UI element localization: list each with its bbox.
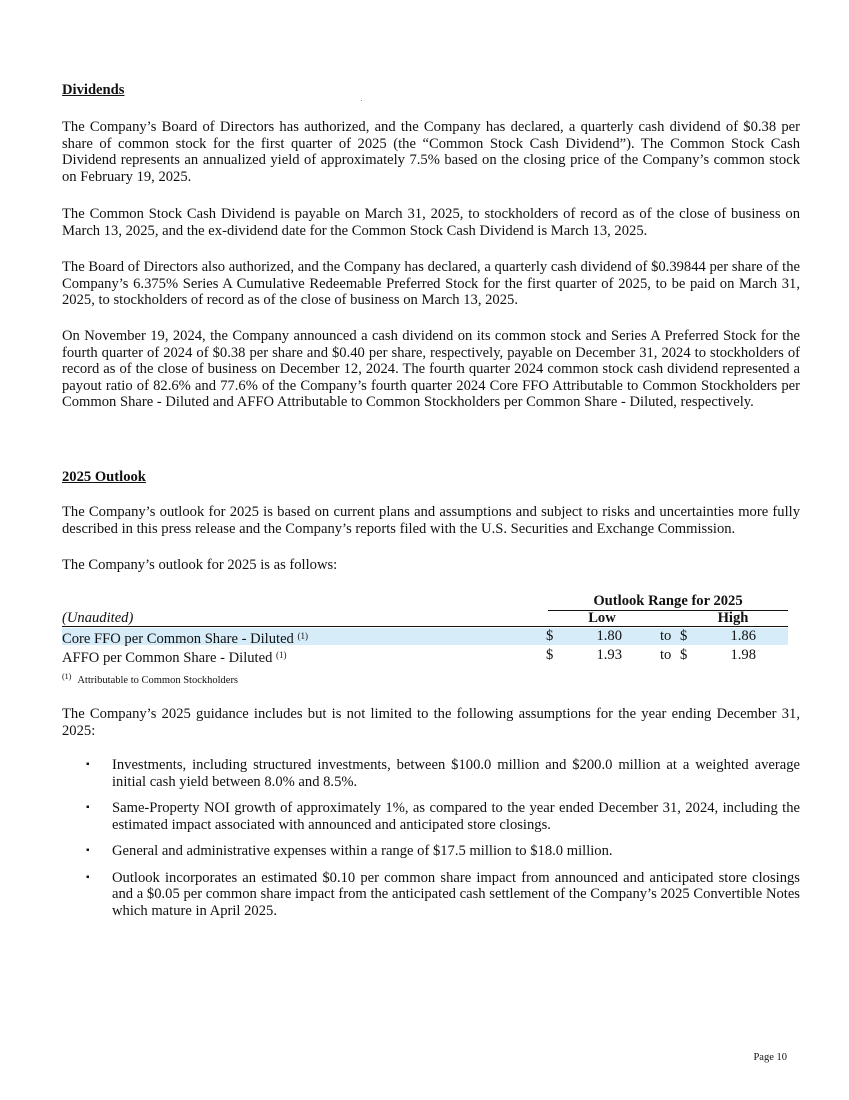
table-footnote	[62, 672, 238, 686]
row-label	[62, 628, 308, 648]
bullet-icon: ▪	[86, 802, 90, 813]
footnote-text: Attributable to Common Stockholders	[77, 675, 239, 686]
high-dollar-sign: $	[680, 647, 688, 663]
assumptions-list	[62, 757, 800, 919]
low-value: 1.93	[596, 647, 622, 663]
high-value: 1.86	[730, 628, 756, 644]
list-item	[62, 757, 800, 790]
dividends-paragraph-2: The Common Stock Cash Dividend is payable on March 31, 2025, to stockholders of record as of the close of business on March 13, 2025, and the ex-dividend date for the Common Stock Cash Dividend is March 13, 2025.	[62, 206, 800, 239]
stray-dot	[361, 100, 362, 101]
dividends-heading: Dividends	[62, 82, 125, 98]
dividends-paragraph-1: The Company’s Board of Directors has authorized, and the Company has declared, a quarterly cash dividend of $0.38 per share of common stock for the first quarter of 2025 (the “Common Stock Cash Dividend”). The Common Stock Cash Dividend represents an annualized yield of approximately 7.5% based on the closing price of the Company’s common stock on February 19, 2025.	[62, 119, 800, 185]
list-item	[62, 870, 800, 920]
list-item	[62, 800, 800, 833]
row-label-text: Core FFO per Common Share - Diluted	[62, 631, 294, 647]
high-column-header: High	[717, 610, 749, 626]
row-label-text: AFFO per Common Share - Diluted	[62, 650, 273, 666]
outlook-paragraph-1: The Company’s outlook for 2025 is based on current plans and assumptions and subject to risks and uncertainties more fully described in this press release and the Company’s reports filed with the U.S. Securities and Exchange Commission.	[62, 504, 800, 537]
high-dollar-sign: $	[680, 628, 688, 644]
row-label	[62, 647, 287, 667]
table-row	[62, 628, 788, 645]
low-column-header: Low	[588, 610, 616, 626]
footnote-ref: (1)	[276, 650, 287, 660]
range-to: to	[660, 647, 672, 663]
list-item-text: Outlook incorporates an estimated $0.10 per common share impact from announced and anticipated store closings and a $0.05 per common share impact from the anticipated cash settlement of the Company’s 2025 Convertible Notes which mature in April 2025.	[112, 869, 800, 919]
range-title: Outlook Range for 2025	[593, 593, 743, 609]
dividends-paragraph-4: On November 19, 2024, the Company announced a cash dividend on its common stock and Series A Preferred Stock for the fourth quarter of 2024 of $0.38 per share and $0.40 per share, respectively, payable on December 31, 2024 to stockholders of record as of the close of business on December 12, 2024. The fourth quarter 2024 common stock cash dividend represented a payout ratio of 82.6% and 77.6% of the Company’s fourth quarter 2024 Core FFO Attributable to Common Stockholders per Common Share - Diluted and AFFO Attributable to Common Stockholders per Common Share - Diluted, respectively.	[62, 328, 800, 410]
bullet-icon: ▪	[86, 845, 90, 856]
bullet-icon: ▪	[86, 871, 90, 883]
unaudited-label: (Unaudited)	[62, 610, 134, 626]
range-to: to	[660, 628, 672, 644]
bullet-icon: ▪	[86, 759, 90, 770]
outlook-heading: 2025 Outlook	[62, 469, 146, 485]
dividends-paragraph-3: The Board of Directors also authorized, and the Company has declared, a quarterly cash dividend of $0.39844 per share of the Company’s 6.375% Series A Cumulative Redeemable Preferred Stock for the first quarter of 2025, to be paid on March 31, 2025, to stockholders of record as of the close of business on March 13, 2025.	[62, 259, 800, 308]
list-item	[62, 843, 800, 860]
outlook-paragraph-2: The Company’s outlook for 2025 is as follows:	[62, 557, 338, 573]
page-number: Page 10	[753, 1052, 787, 1063]
header-rule	[62, 626, 788, 627]
low-value: 1.80	[596, 628, 622, 644]
low-dollar-sign: $	[546, 647, 554, 663]
outlook-paragraph-3: The Company’s 2025 guidance includes but is not limited to the following assumptions for the year ending December 31, 2025:	[62, 706, 800, 739]
high-value: 1.98	[730, 647, 756, 663]
list-item-text: General and administrative expenses within a range of $17.5 million to $18.0 million.	[112, 843, 613, 859]
table-row	[62, 647, 788, 664]
low-dollar-sign: $	[546, 628, 554, 644]
footnote-mark: (1)	[62, 672, 72, 681]
list-item-text: Investments, including structured investments, between $100.0 million and $200.0 million at a weighted average initial cash yield between 8.0% and 8.5%.	[112, 757, 800, 790]
list-item-text: Same-Property NOI growth of approximately 1%, as compared to the year ended December 31, 2024, including the estimated impact associated with announced and anticipated store closings.	[112, 800, 800, 833]
footnote-ref: (1)	[297, 631, 309, 641]
